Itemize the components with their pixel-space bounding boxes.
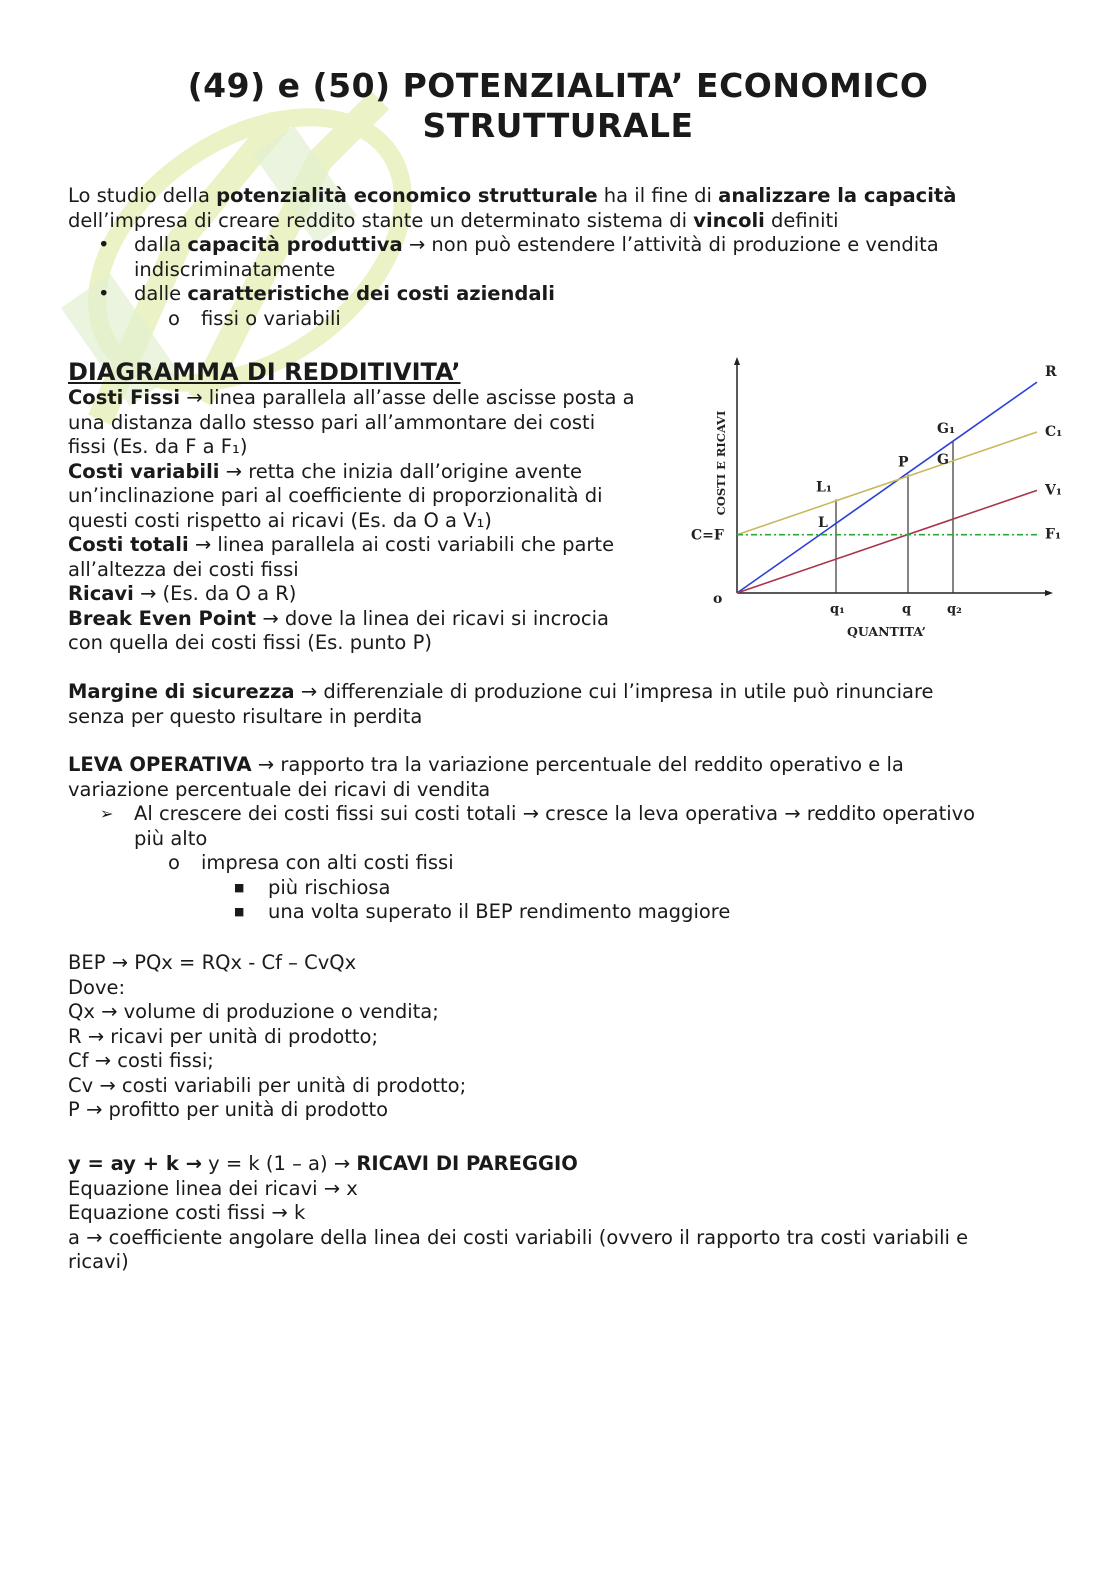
diagram-section xyxy=(68,358,678,656)
item-text: impresa con alti costi fissi xyxy=(201,851,454,874)
formula-legend: Cf → costi fissi; xyxy=(68,1049,214,1072)
pareggio-section xyxy=(68,1152,1058,1275)
y-axis-label: COSTI E RICAVI xyxy=(714,410,728,516)
formula-legend: P → profitto per unità di prodotto xyxy=(68,1098,389,1121)
margin-paragraph xyxy=(68,680,1058,729)
circle-bullet-icon: o xyxy=(168,306,180,330)
series-line-C1 xyxy=(737,432,1037,535)
tick-label: q₁ xyxy=(830,602,845,617)
arrow-bullet-icon: ➢ xyxy=(100,804,114,823)
term-text: all’altezza dei costi fissi xyxy=(68,557,299,581)
item-text: indiscriminatamente xyxy=(134,257,336,281)
intro-bold: analizzare la capacità xyxy=(718,184,957,207)
intro-text: ha il fine di xyxy=(597,184,719,207)
series-label-C1: C₁ xyxy=(1045,424,1063,441)
intro-text: definiti xyxy=(764,208,839,232)
point-label: L₁ xyxy=(816,479,832,496)
sub-list-item xyxy=(68,307,1058,332)
tick-label: q₂ xyxy=(947,602,962,617)
x-axis-label: QUANTITA’ xyxy=(847,624,926,639)
series-label-F1: F₁ xyxy=(1045,526,1062,543)
formula-legend: Qx → volume di produzione o vendita; xyxy=(68,1000,439,1023)
title-line-2: STRUTTURALE xyxy=(422,106,694,145)
x-axis-arrow-icon xyxy=(1045,590,1053,596)
bep-formula-section xyxy=(68,951,1058,1123)
sub-sub-list-item xyxy=(68,876,1058,901)
term-text: con quella dei costi fissi (Es. punto P) xyxy=(68,631,432,654)
point-label: G xyxy=(937,452,949,469)
intro-bold: potenzialità economico strutturale xyxy=(216,184,598,207)
list-item xyxy=(68,282,1058,307)
term-text: → retta che inizia dall’origine avente xyxy=(219,459,583,483)
point-label: G₁ xyxy=(937,421,956,438)
constraint-list xyxy=(68,233,1058,331)
sub-list-item xyxy=(68,851,1058,876)
term-label: Costi variabili xyxy=(68,459,220,483)
equation-legend: Equazione linea dei ricavi → x xyxy=(68,1176,358,1200)
term-text: una distanza dallo stesso pari all’ammontare dei costi xyxy=(68,410,596,434)
item-text: fissi o variabili xyxy=(201,306,341,330)
term-text: questi costi rispetto ai ricavi (Es. da O a V₁) xyxy=(68,508,492,532)
page-title xyxy=(0,66,1116,146)
intro-bold: vincoli xyxy=(693,208,765,232)
formula-legend: R → ricavi per unità di prodotto; xyxy=(68,1024,379,1048)
list-item xyxy=(68,802,1058,851)
term-text: fissi (Es. da F a F₁) xyxy=(68,435,248,458)
point-label: L xyxy=(818,515,828,532)
item-text: dalle xyxy=(134,282,188,305)
square-bullet-icon: ■ xyxy=(234,905,245,918)
leva-section xyxy=(68,753,1058,925)
term-label: LEVA OPERATIVA xyxy=(68,753,252,776)
bullet-dot-icon: • xyxy=(98,233,110,256)
square-bullet-icon: ■ xyxy=(234,880,245,894)
item-text: → non può estendere l’attività di produzione e vendita xyxy=(402,233,939,256)
series-line-R xyxy=(737,382,1037,593)
term-label: Costi Fissi xyxy=(68,386,181,409)
title-line-1: (49) e (50) POTENZIALITA’ ECONOMICO xyxy=(187,66,929,105)
term-text: → (Es. da O a R) xyxy=(133,582,297,605)
item-bold: caratteristiche dei costi aziendali xyxy=(187,282,555,305)
section-heading: DIAGRAMMA DI REDDITIVITA’ xyxy=(68,358,461,386)
series-label-V1: V₁ xyxy=(1045,482,1062,499)
intro-text: dell’impresa di creare reddito stante un determinato sistema di xyxy=(68,208,694,232)
formula: BEP → PQx = RQx - Cf – CvQx xyxy=(68,951,357,974)
item-text: dalla xyxy=(134,233,188,256)
term-text: un’inclinazione pari al coefficiente di proporzionalità di xyxy=(68,484,603,507)
origin-label: o xyxy=(713,591,723,607)
term-label: Margine di sicurezza xyxy=(68,680,295,703)
item-text: una volta superato il BEP rendimento maggiore xyxy=(268,900,731,923)
equation-bold: y = ay + k → xyxy=(68,1152,202,1175)
intro-paragraph xyxy=(68,184,1058,233)
series-label-R: R xyxy=(1045,364,1057,381)
term-label: Costi totali xyxy=(68,533,189,556)
term-text: variazione percentuale dei ricavi di vendita xyxy=(68,777,491,801)
item-text: più rischiosa xyxy=(268,875,391,899)
y-marker-label: C=F xyxy=(691,527,724,544)
sub-sub-list-item xyxy=(68,900,1058,925)
term-label: Ricavi xyxy=(68,582,134,605)
equation-bold: RICAVI DI PAREGGIO xyxy=(356,1152,578,1175)
term-text: → differenziale di produzione cui l’impresa in utile può rinunciare xyxy=(294,680,934,703)
series-line-V1 xyxy=(737,490,1037,593)
term-text: → rapporto tra la variazione percentuale del reddito operativo e la xyxy=(251,753,904,776)
term-text: → linea parallela all’asse delle ascisse posta a xyxy=(180,386,635,409)
term-text: senza per questo risultare in perdita xyxy=(68,704,423,728)
formula-legend: Dove: xyxy=(68,975,126,999)
formula-legend: Cv → costi variabili per unità di prodotto; xyxy=(68,1073,467,1097)
profitability-chart xyxy=(685,352,1080,652)
term-text: → dove la linea dei ricavi si incrocia xyxy=(256,606,609,630)
tick-label: q xyxy=(902,602,912,617)
item-bold: capacità produttiva xyxy=(187,233,403,256)
y-axis-arrow-icon xyxy=(734,357,740,365)
equation-text: y = k (1 – a) → xyxy=(201,1152,357,1175)
equation-legend: Equazione costi fissi → k xyxy=(68,1201,306,1224)
equation-legend: a → coefficiente angolare della linea dei costi variabili (ovvero il rapporto tra costi variabili e xyxy=(68,1225,969,1249)
term-text: → linea parallela ai costi variabili che parte xyxy=(188,533,615,556)
item-text: più alto xyxy=(134,826,208,850)
term-label: Break Even Point xyxy=(68,606,257,630)
intro-text: Lo studio della xyxy=(68,184,217,207)
bullet-dot-icon: • xyxy=(98,282,110,305)
list-item xyxy=(68,233,1058,282)
equation-legend: ricavi) xyxy=(68,1250,129,1273)
point-label: P xyxy=(898,454,909,471)
circle-bullet-icon: o xyxy=(168,851,180,874)
item-text: Al crescere dei costi fissi sui costi totali → cresce la leva operativa → reddito operativo xyxy=(134,802,976,825)
